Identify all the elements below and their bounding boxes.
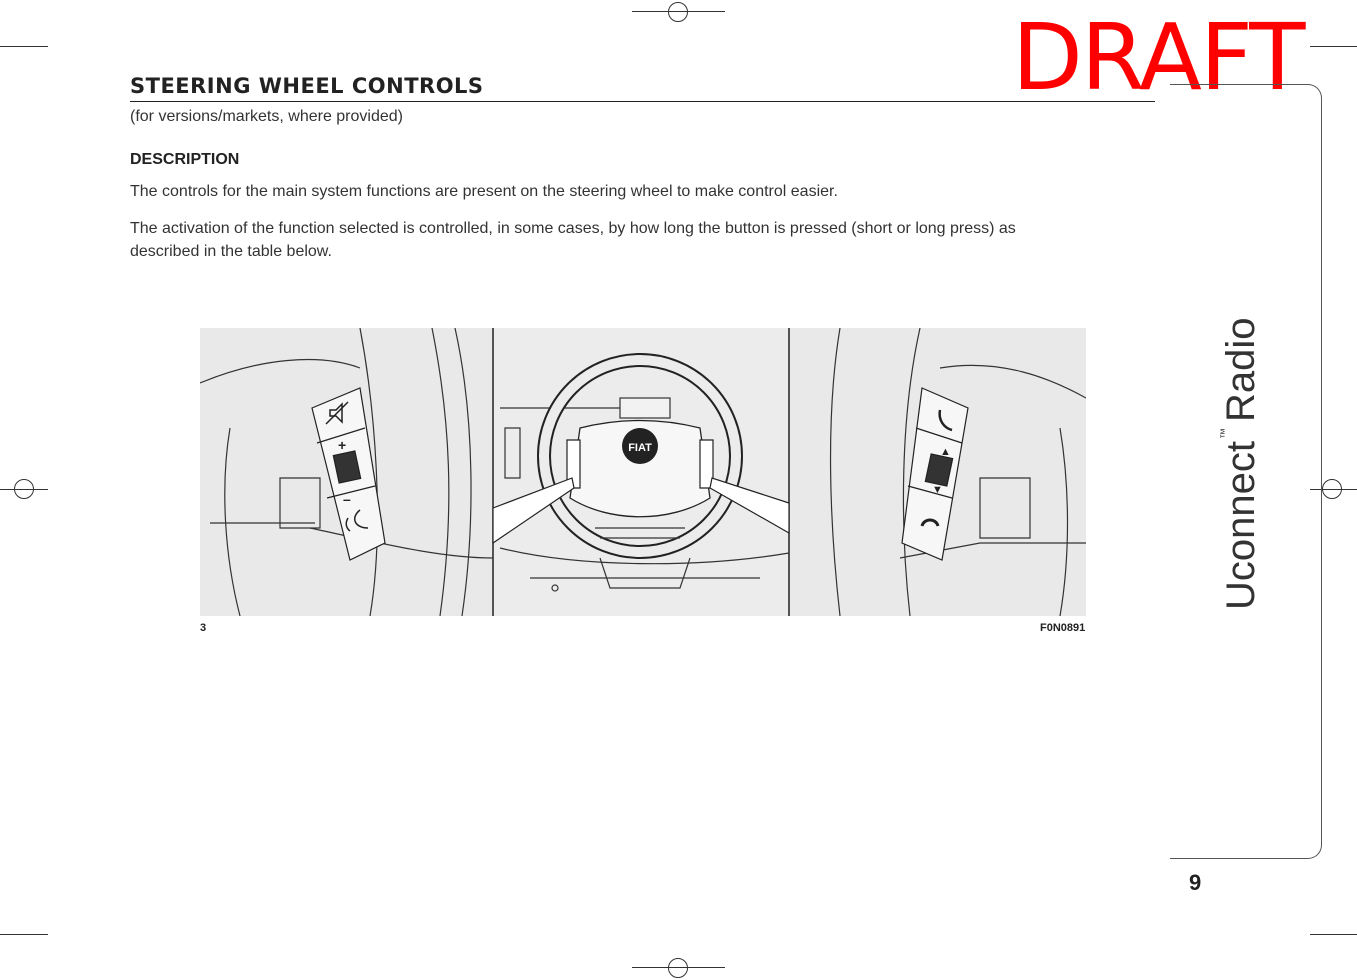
figure-number: 3 <box>200 622 207 634</box>
section-subtitle: (for versions/markets, where provided) <box>130 108 403 125</box>
down-arrow-label: ▼ <box>932 484 943 496</box>
crop-mark <box>1310 934 1357 935</box>
crop-mark <box>0 934 48 935</box>
description-paragraph: The controls for the main system functions are present on the steering wheel to make control easier. <box>130 183 838 200</box>
steering-wheel-figure <box>200 328 1086 616</box>
chapter-title-suffix: Radio <box>1219 317 1263 423</box>
paragraph-line: The activation of the function selected is controlled, in some cases, by how long the button is pressed (short or long press) as <box>130 220 1016 237</box>
paragraph-line: described in the table below. <box>130 243 332 260</box>
description-paragraph <box>130 217 1160 263</box>
registration-mark <box>668 2 688 22</box>
registration-mark <box>14 479 34 499</box>
registration-mark <box>668 958 688 978</box>
section-title: STEERING WHEEL CONTROLS <box>130 74 484 98</box>
volume-minus-label: – <box>343 491 351 507</box>
crop-mark <box>0 46 48 47</box>
trademark-symbol: ™ <box>1219 428 1231 440</box>
instrument-display <box>620 398 670 418</box>
fiat-logo-text: FIAT <box>628 442 652 454</box>
registration-mark <box>1322 479 1342 499</box>
chapter-tab-title <box>1205 318 1261 611</box>
crop-mark <box>1310 46 1357 47</box>
title-rule <box>130 101 1155 102</box>
description-heading: DESCRIPTION <box>130 151 240 168</box>
volume-plus-label: + <box>338 437 347 453</box>
up-arrow-label: ▲ <box>940 446 951 458</box>
page-number: 9 <box>1189 870 1202 895</box>
draft-watermark: DRAFT <box>1012 4 1304 111</box>
figure-code: F0N0891 <box>1040 622 1086 634</box>
chapter-title-main: Uconnect <box>1219 441 1263 610</box>
